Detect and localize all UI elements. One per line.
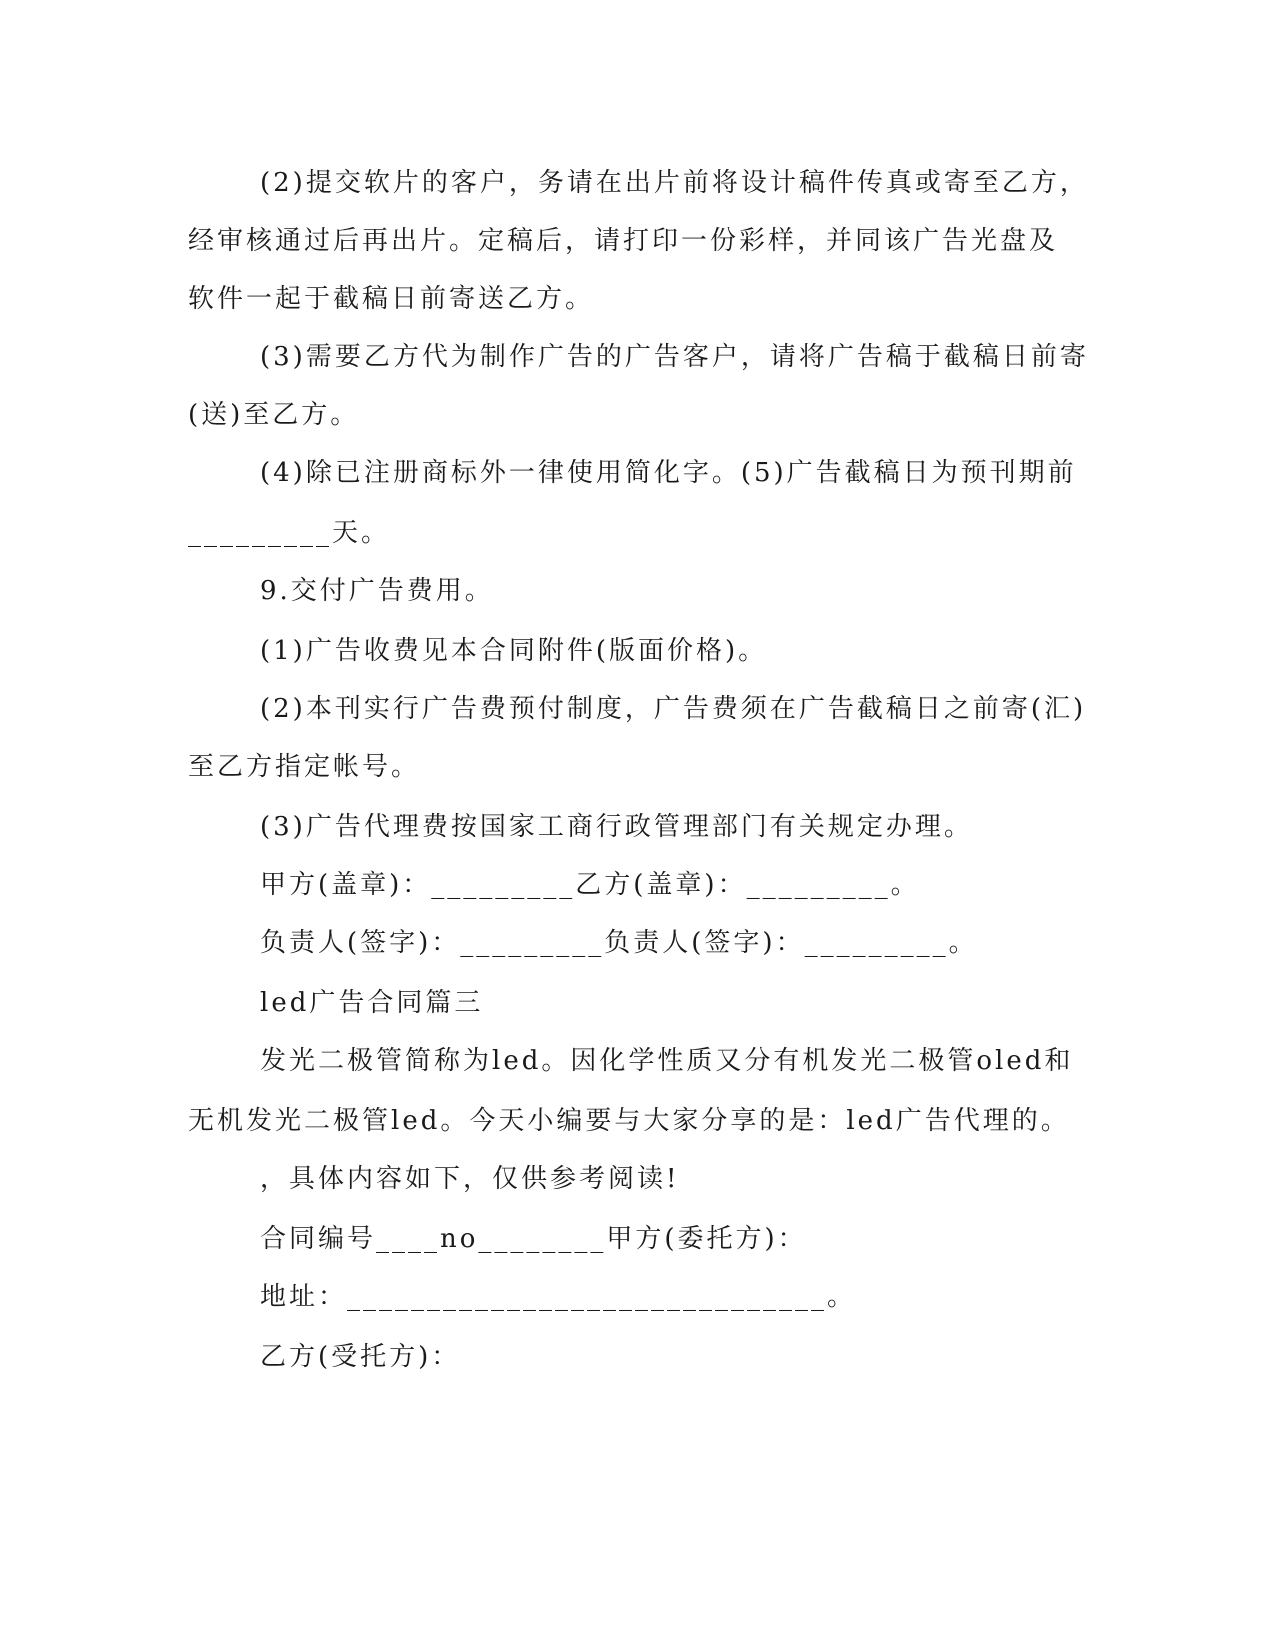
paragraph-line: (1)广告收费见本合同附件(版面价格)。 [260, 636, 768, 666]
paragraph-line: (3)需要乙方代为制作广告的广告客户，请将广告稿于截稿日前寄 [260, 342, 1089, 372]
paragraph-line: _________天。 [188, 518, 391, 548]
paragraph-line: 至乙方指定帐号。 [188, 752, 421, 782]
paragraph-line: 无机发光二极管led。今天小编要与大家分享的是：led广告代理的。 [188, 1106, 1070, 1136]
paragraph-line: (4)除已注册商标外一律使用简化字。(5)广告截稿日为预刊期前 [260, 458, 1077, 488]
paragraph-line: (送)至乙方。 [188, 400, 360, 430]
paragraph-line: (3)广告代理费按国家工商行政管理部门有关规定办理。 [260, 812, 973, 842]
paragraph-line: (2)提交软片的客户，务请在出片前将设计稿件传真或寄至乙方， [260, 168, 1089, 198]
paragraph-line: ，具体内容如下，仅供参考阅读! [260, 1164, 680, 1194]
signature-line: 甲方(盖章)：_________乙方(盖章)：_________。 [260, 870, 920, 900]
paragraph-line: 发光二极管简称为led。因化学性质又分有机发光二极管oled和 [260, 1046, 1074, 1076]
section-title: led广告合同篇三 [260, 988, 484, 1018]
paragraph-line: 软件一起于截稿日前寄送乙方。 [188, 284, 595, 314]
signature-line: 负责人(签字)：_________负责人(签字)：_________。 [260, 928, 978, 958]
paragraph-line: 经审核通过后再出片。定稿后，请打印一份彩样，并同该广告光盘及 [188, 226, 1059, 256]
contract-number-line: 合同编号____no________甲方(委托方)： [260, 1224, 807, 1254]
address-line: 地址：______________________________。 [260, 1282, 857, 1312]
paragraph-line: (2)本刊实行广告费预付制度，广告费须在广告截稿日之前寄(汇) [260, 694, 1087, 724]
section-heading: 9.交付广告费用。 [260, 576, 494, 606]
party-b-line: 乙方(受托方)： [260, 1342, 461, 1372]
